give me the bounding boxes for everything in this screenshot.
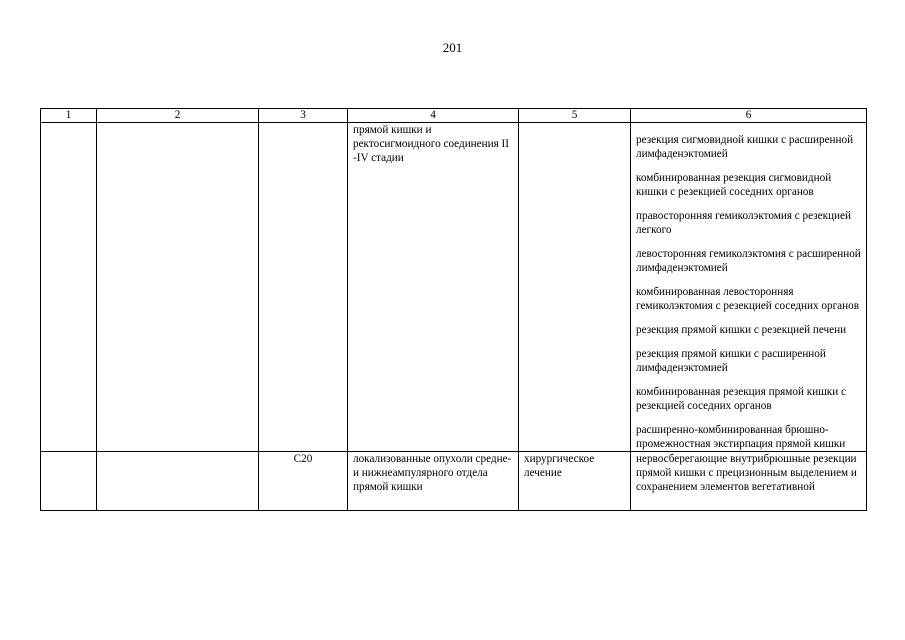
medical-procedures-table <box>40 108 867 511</box>
header-row <box>41 109 867 123</box>
procedure-item: резекция прямой кишки с расширенной лимфаденэктомией <box>636 348 826 374</box>
table-row <box>41 452 867 511</box>
procedure-item: левосторонняя гемиколэктомия с расширенной лимфаденэктомией <box>636 248 861 274</box>
procedure-item: комбинированная резекция сигмовидной кишки с резекцией соседних органов <box>636 172 832 198</box>
cell-col-1 <box>41 452 97 511</box>
header-col-1: 1 <box>41 109 97 123</box>
procedure-item: комбинированная левосторонняя гемиколэктомия с резекцией соседних органов <box>636 286 860 312</box>
cell-diagnosis: локализованные опухоли средне- и нижнеампулярного отдела прямой кишки <box>348 452 519 511</box>
cell-diagnosis: прямой кишки и ректосигмоидного соединения II -IV стадии <box>348 123 519 452</box>
cell-col-3 <box>259 123 348 452</box>
header-col-6: 6 <box>631 109 867 123</box>
table-row <box>41 123 867 452</box>
procedure-item: комбинированная резекция прямой кишки с резекцией соседних органов <box>636 386 846 412</box>
cell-procedures <box>631 123 867 452</box>
page-number: 201 <box>442 40 463 55</box>
header-col-4: 4 <box>348 109 519 123</box>
cell-col-2 <box>97 452 259 511</box>
cell-treatment <box>519 123 631 452</box>
header-col-2: 2 <box>97 109 259 123</box>
cell-col-1 <box>41 123 97 452</box>
procedure-item: резекция прямой кишки с резекцией печени <box>636 324 847 336</box>
cell-treatment: хирургическое лечение <box>519 452 631 511</box>
procedure-item: нервосберегающие внутрибрюшные резекции прямой кишки с прецизионным выделением и сохранением элементов вегетативной <box>636 453 857 493</box>
cell-icd-code: С20 <box>259 452 348 511</box>
cell-procedures <box>631 452 867 511</box>
header-col-5: 5 <box>519 109 631 123</box>
cell-col-2 <box>97 123 259 452</box>
header-col-3: 3 <box>259 109 348 123</box>
procedure-item: резекция сигмовидной кишки с расширенной лимфаденэктомией <box>636 134 854 160</box>
procedure-item: расширенно-комбинированная брюшно-промежностная экстирпация прямой кишки <box>636 424 846 450</box>
procedure-item: правосторонняя гемиколэктомия с резекцией легкого <box>636 210 851 236</box>
